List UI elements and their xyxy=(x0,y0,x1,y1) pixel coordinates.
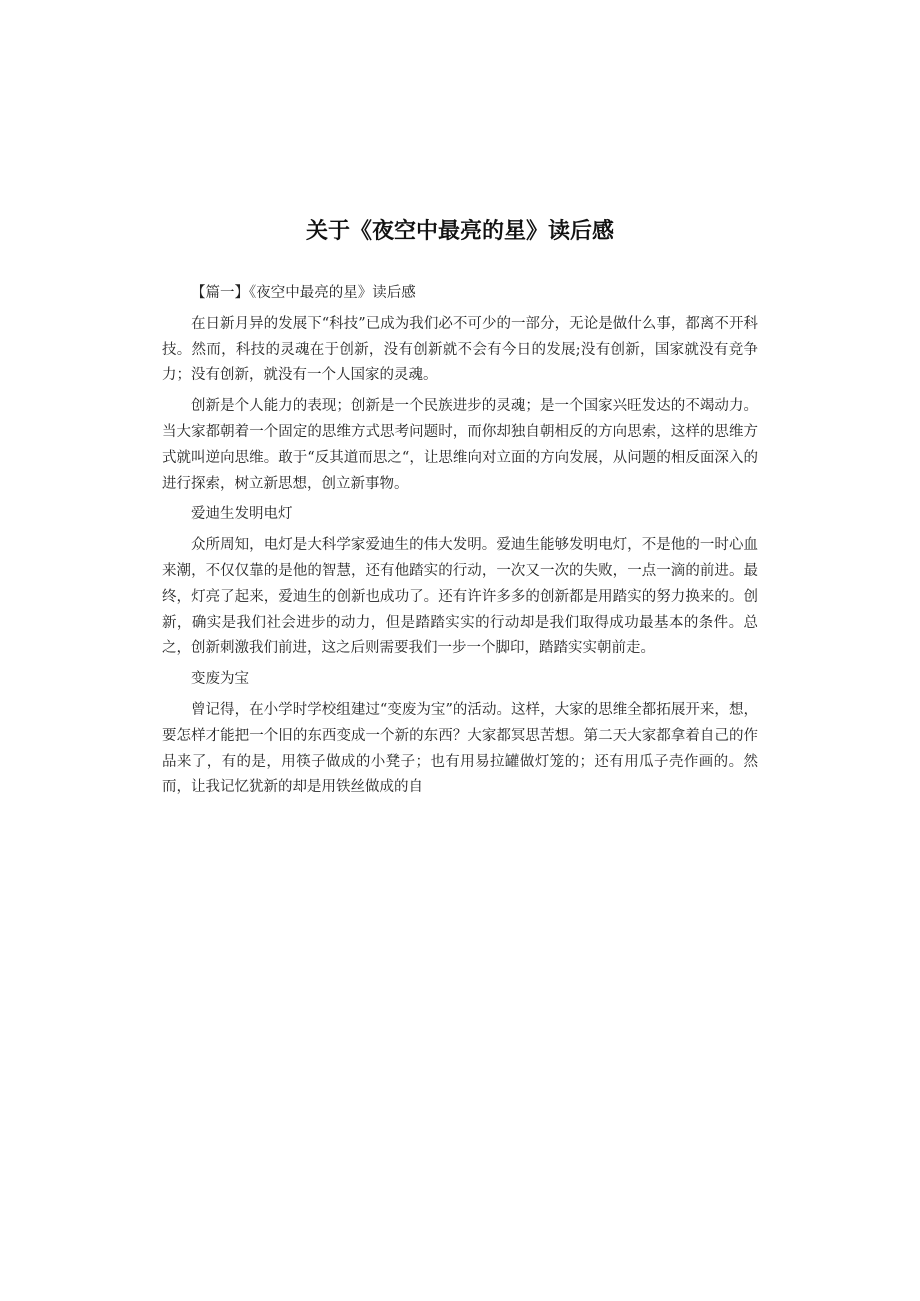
paragraph: 创新是个人能力的表现；创新是一个民族进步的灵魂；是一个国家兴旺发达的不竭动力。当大家都朝着一个固定的思维方式思考问题时，而你却独自朝相反的方向思索，这样的思维方式就叫逆向思维。敢于“反其道而思之“，让思维向对立面的方向发展，从问题的相反面深入的进行探索，树立新思想，创立新事物。 xyxy=(162,398,758,492)
paragraph: 曾记得，在小学时学校组建过“变废为宝”的活动。这样，大家的思维全都拓展开来，想，要怎样才能把一个旧的东西变成一个新的东西？大家都冥思苦想。第二天大家都拿着自己的作品来了，有的是，用筷子做成的小凳子；也有用易拉罐做灯笼的；还有用瓜子壳作画的。然而，让我记忆犹新的却是用铁丝做成的自 xyxy=(162,701,758,796)
paragraph: 在日新月异的发展下“科技”已成为我们必不可少的一部分，无论是做什么事，都离不开科技。然而，科技的灵魂在于创新，没有创新就不会有今日的发展;没有创新，国家就没有竞争力；没有创新，就没有一个人国家的灵魂。 xyxy=(162,315,758,384)
section-heading: 【篇一】《夜空中最亮的星》读后感 xyxy=(191,285,416,301)
subsection-heading: 爱迪生发明电灯 xyxy=(191,506,293,523)
subsection-heading: 变废为宝 xyxy=(191,671,249,688)
paragraph: 众所周知，电灯是大科学家爱迪生的伟大发明。爱迪生能够发明电灯，不是他的一时心血来潮，不仅仅靠的是他的智慧，还有他踏实的行动，一次又一次的失败，一点一滴的前进。最终，灯亮了起来，爱迪生的创新也成功了。还有许许多多的创新都是用踏实的努力换来的。创新，确实是我们社会进步的动力，但是踏踏实实的行动却是我们取得成功最基本的条件。总之，创新刺激我们前进，这之后则需要我们一步一个脚印，踏踏实实朝前走。 xyxy=(162,537,758,657)
document-body xyxy=(162,281,758,806)
document-title: 关于《夜空中最亮的星》读后感 xyxy=(305,219,614,244)
